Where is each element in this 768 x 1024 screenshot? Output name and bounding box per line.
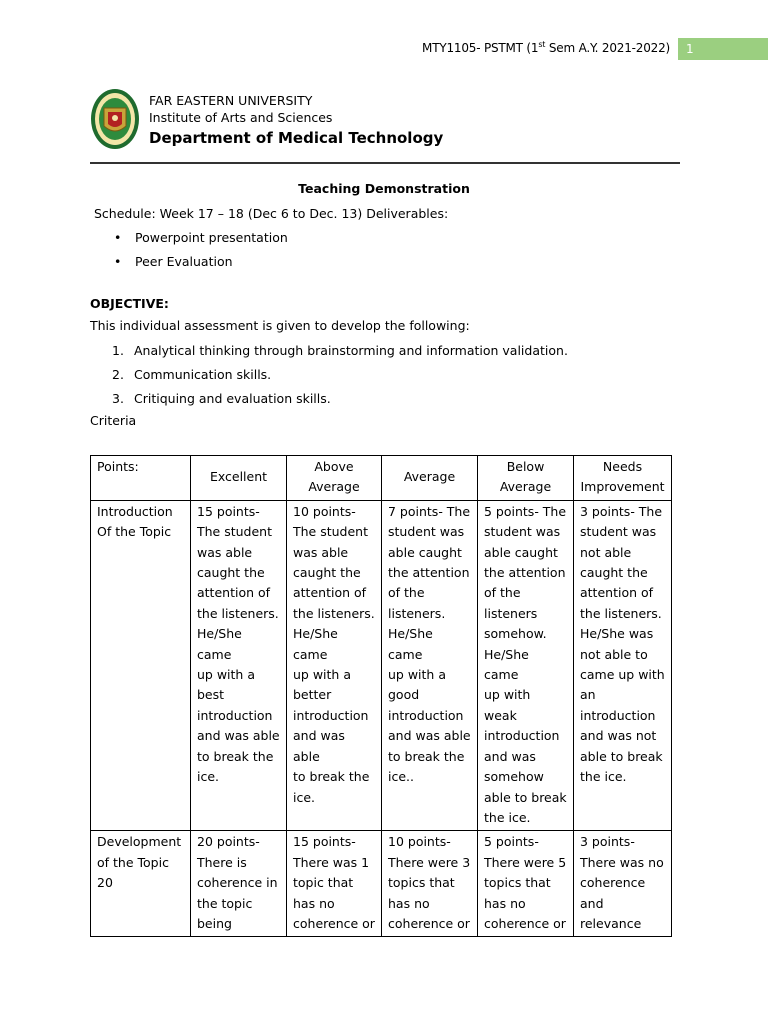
- rubric-cell: 3 points- There was no coherence and relevance: [574, 831, 672, 937]
- rubric-cell: 7 points- The student was able caught the attention of the listeners. He/She came up with a good introduction and was able to break the ice..: [382, 500, 478, 831]
- objective-heading: OBJECTIVE:: [90, 296, 169, 311]
- rubric-criterion-cell: Development of the Topic 20: [91, 831, 191, 937]
- rubric-header-above-average: Above Average: [287, 456, 382, 501]
- objective-item: 1. Analytical thinking through brainstorming and information validation.: [112, 343, 568, 358]
- bullet-icon: •: [114, 254, 122, 269]
- rubric-header-average: Average: [382, 456, 478, 501]
- university-name: FAR EASTERN UNIVERSITY: [149, 93, 313, 108]
- table-row: [91, 500, 672, 831]
- rubric-cell: 15 points- The student was able caught the attention of the listeners. He/She came up with a best introduction and was able to break the ice.: [191, 500, 287, 831]
- document-title: Teaching Demonstration: [298, 181, 470, 196]
- rubric-header-points: Points:: [91, 456, 191, 501]
- rubric-cell: 5 points- There were 5 topics that has no coherence or: [478, 831, 574, 937]
- running-header: [422, 40, 670, 55]
- objective-label: Critiquing and evaluation skills.: [134, 391, 331, 406]
- header-divider: [90, 162, 680, 164]
- page-number: 1: [686, 42, 694, 56]
- deliverable-label: Peer Evaluation: [135, 254, 233, 269]
- header-term: Sem A.Y. 2021-2022): [545, 41, 670, 55]
- rubric-cell: 3 points- The student was not able caught the attention of the listeners. He/She was not able to came up with an introduction and was not able to break the ice.: [574, 500, 672, 831]
- rubric-cell: 10 points- The student was able caught the attention of the listeners. He/She came up with a better introduction and was able to break the ice.: [287, 500, 382, 831]
- rubric-header-excellent: Excellent: [191, 456, 287, 501]
- rubric-header-row: [91, 456, 672, 501]
- criteria-label: Criteria: [90, 413, 137, 428]
- header-superscript: st: [538, 40, 546, 49]
- table-row: [91, 831, 672, 937]
- objective-label: Analytical thinking through brainstorming and information validation.: [134, 343, 568, 358]
- deliverables-list: [114, 229, 288, 277]
- objectives-list: [112, 342, 568, 414]
- rubric-cell: 15 points- There was 1 topic that has no coherence or: [287, 831, 382, 937]
- rubric-header-below-average: Below Average: [478, 456, 574, 501]
- schedule-line: Schedule: Week 17 – 18 (Dec 6 to Dec. 13) Deliverables:: [94, 206, 449, 221]
- header-course: MTY1105- PSTMT (1: [422, 41, 539, 55]
- objective-intro: This individual assessment is given to develop the following:: [90, 318, 470, 333]
- rubric-cell: 20 points- There is coherence in the topic being: [191, 831, 287, 937]
- objective-item: 3. Critiquing and evaluation skills.: [112, 391, 331, 406]
- organization-block: [149, 92, 443, 150]
- rubric-table: [90, 455, 672, 937]
- rubric-cell: 10 points- There were 3 topics that has no coherence or: [382, 831, 478, 937]
- deliverable-item: [114, 229, 288, 253]
- institute-name: Institute of Arts and Sciences: [149, 110, 333, 125]
- rubric-criterion-cell: Introduction Of the Topic: [91, 500, 191, 831]
- university-seal-logo: [90, 88, 140, 150]
- department-name: Department of Medical Technology: [149, 129, 444, 147]
- bullet-icon: •: [114, 230, 122, 245]
- rubric-header-needs-improvement: Needs Improvement: [574, 456, 672, 501]
- objective-item: 2. Communication skills.: [112, 367, 272, 382]
- deliverable-label: Powerpoint presentation: [135, 230, 288, 245]
- deliverable-item: [114, 253, 288, 277]
- rubric-cell: 5 points- The student was able caught the attention of the listeners somehow. He/She came up with weak introduction and was somehow able to break the ice.: [478, 500, 574, 831]
- page-number-box: [678, 38, 768, 60]
- objective-label: Communication skills.: [134, 367, 272, 382]
